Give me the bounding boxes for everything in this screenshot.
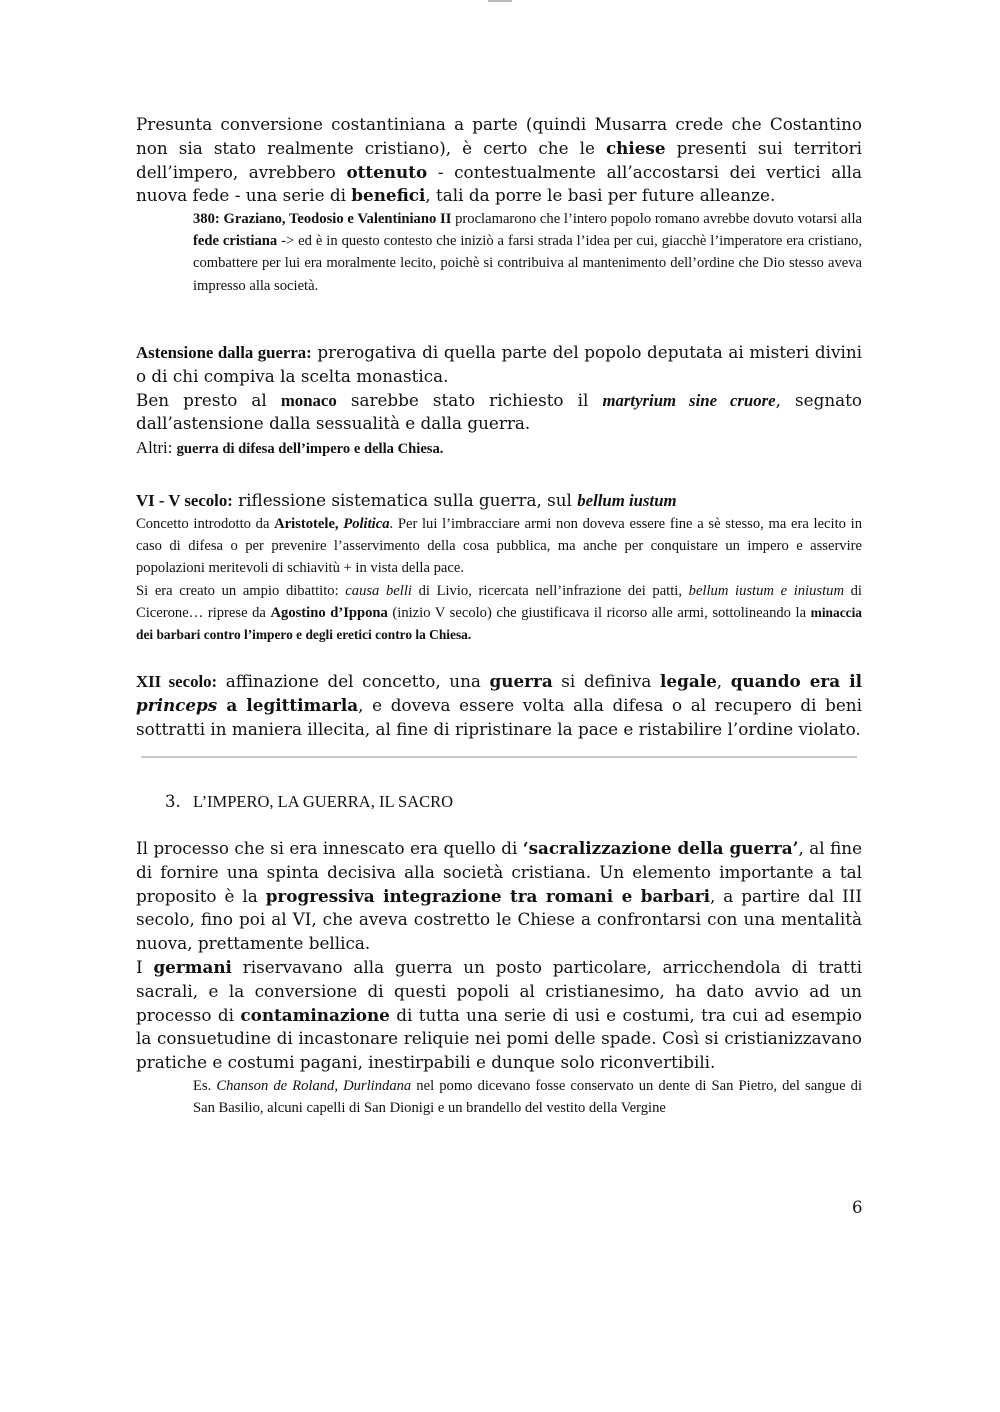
text: , e doveva essere volta alla difesa o al recupero di beni sottratti in maniera illecita, al fine di ripristinare la pace e ristabilire l’ordine violato. [136,694,862,739]
text: Concetto introdotto da [136,516,275,532]
bold-text: benefici [351,185,426,206]
text: di Cicerone… riprese da [136,582,862,621]
italic-text: bellum iustum e iniustum [688,582,844,599]
paragraph-vi-v-secolo [136,489,862,513]
bold-text: 380: Graziano, Teodosio e Valentiniano II [193,211,452,227]
text: Il processo che si era innescato era quello di [136,838,523,858]
text: I [136,956,154,977]
bold-text: XII secolo: [136,672,218,691]
bold-text: Astensione dalla guerra: [136,343,312,362]
bold-text: guerra di difesa dell’impero e della Chiesa. [176,441,444,458]
note-chanson-de-roland [193,1075,862,1119]
bold-text: Aristotele, [274,516,344,532]
text: - contestualmente all’accostarsi dei vertici alla nuova fede - una serie di [136,161,862,206]
bold-text: legale [660,671,717,691]
text: di Livio, ricercata nell’infrazione dei patti, [411,582,689,599]
text: Ben presto al [136,389,281,410]
bold-text: guerra [489,671,553,691]
text: riservavano alla guerra un posto particolare, arricchendola di tratti sacrali, e la conversione di questi popoli al cristianesimo, ha dato avvio ad un processo di [136,956,862,1025]
note-380 [193,208,862,297]
bold-text: a legittimarla [217,694,359,715]
paragraph-sacralizzazione [136,837,862,1075]
bold-text: Agostino d’Ippona [270,604,388,621]
paragraph-astensione [136,341,862,462]
bold-text: germani [153,956,232,977]
text: , al fine di fornire una spinta decisiva alla società cristiana. Un elemento importante a tal proposito è la [136,838,862,906]
bold-text: ottenuto [346,161,428,182]
text: Si era creato un ampio dibattito: [136,582,346,599]
text: , [716,671,731,691]
section-number: 3. [165,792,181,811]
text: , tali da porre le basi per future alleanze. [425,185,776,206]
section-divider [141,756,857,758]
bold-italic-text: bellum iustum [577,491,677,510]
bold-text: minaccia dei barbari contro l’impero e degli eretici contro la Chiesa. [136,604,862,643]
paragraph-aristotele [136,513,862,646]
bold-text: fede cristiana [193,233,278,250]
bold-italic-text: martyrium sine cruore [602,390,776,410]
text: nel pomo dicevano fosse conservato un dente di San Pietro, del sangue di San Basilio, alcuni capelli di San Dionigi e un brandello del vestito della Vergine [193,1078,863,1117]
text: (inizio V secolo) che giustificava il ricorso alle armi, sottolineando la [387,604,811,621]
text: di tutta una serie di usi e costumi, tra cui ad esempio la consuetudine di incastonare reliquie nei pomi delle spade. Così si cristianizzavano pratiche e costumi pagani, inestirpabili e dunque solo riconvertibili. [136,1004,862,1073]
page-number: 6 [852,1198,863,1217]
bold-text: chiese [605,137,666,158]
text: affinazione del concetto, una [217,671,490,691]
section-heading [165,791,453,813]
italic-text: causa belli [345,582,412,599]
bold-text: monaco [280,390,337,410]
text: , segnato dall’astensione dalla sessualità e dalla guerra. [136,389,862,434]
bold-italic-text: princeps [136,694,218,715]
text: Altri: [136,438,177,458]
paragraph-xii-secolo [136,670,862,741]
text: , a partire dal III secolo, fino poi al VI, che aveva costretto le Chiese a confrontarsi con una mentalità nuova, prettamente bellica. [136,885,862,954]
bold-text: VI - V secolo: [136,491,233,510]
text: prerogativa di quella parte del popolo deputata ai misteri divini o di chi compiva la scelta monastica. [136,342,862,386]
text: proclamarono che l’intero popolo romano avrebbe dovuto votarsi alla [451,211,862,227]
text: sarebbe stato richiesto il [336,389,603,410]
text: presenti sui territori dell’impero, avrebbero [136,137,862,182]
bold-text: contaminazione [240,1004,390,1025]
bold-text: quando era il [730,671,863,691]
text: -> ed è in questo contesto che iniziò a farsi strada l’idea per cui, giacchè l’imperatore era cristiano, combattere per lui era moralmente lecito, poichè si contribuiva al mantenimento dell’ordine che Dio stesso aveva impresso alla società. [193,233,862,294]
italic-text: Chanson de Roland, Durlindana [216,1078,412,1094]
text: Presunta conversione costantiniana a parte (quindi Musarra crede che Costantino non sia stato realmente cristiano), è certo che le [136,114,862,158]
text: si definiva [552,671,661,691]
bold-text: progressiva integrazione tra romani e barbari [265,885,710,906]
text: . Per lui l’imbracciare armi non doveva essere fine a sè stesso, ma era lecito in caso di difesa o per prevenire l’asservimento della cosa pubblica, ma anche per conquistare un impero e asservire popolazioni meritevoli di schiavitù + in vista della pace. [136,516,862,577]
text: riflessione sistematica sulla guerra, sul [232,490,578,510]
bold-text: ‘sacralizzazione della guerra’ [522,838,799,858]
bold-italic-text: Politica [343,516,390,532]
header-mark [488,0,512,2]
paragraph-conversione [136,113,862,208]
text: Es. [193,1078,217,1094]
section-title: L’IMPERO, LA GUERRA, IL SACRO [193,792,454,811]
